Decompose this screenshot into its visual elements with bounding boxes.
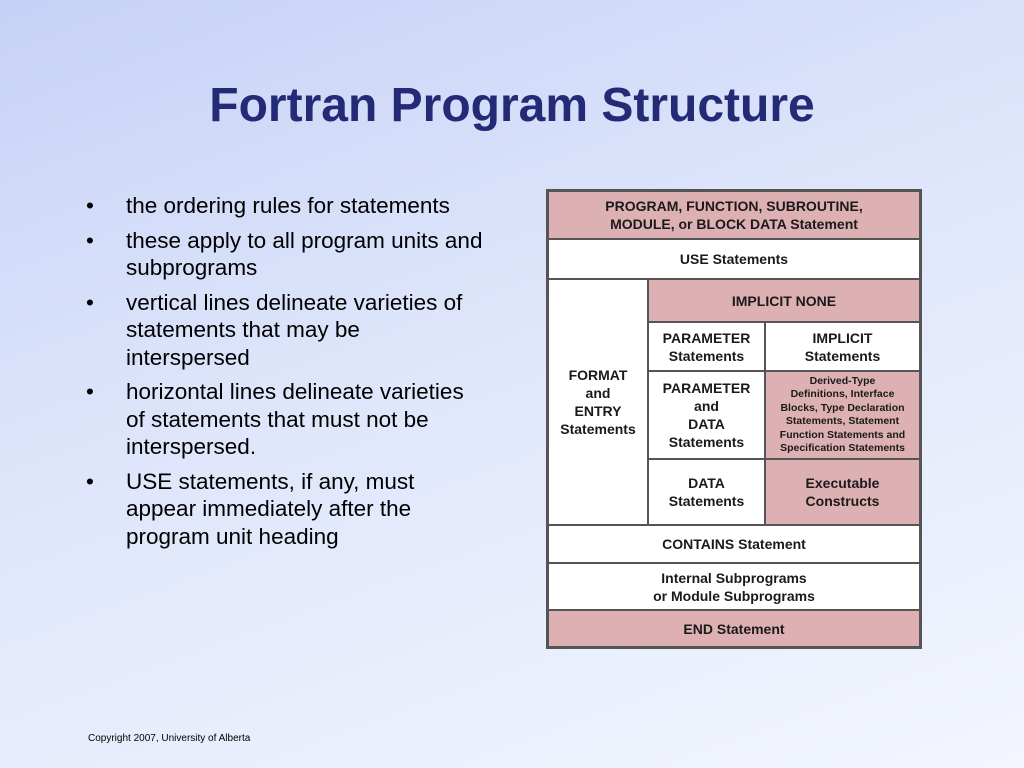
bullet-text: the ordering rules for statements bbox=[126, 193, 450, 218]
executable-constructs-cell: Executable Constructs bbox=[765, 459, 920, 525]
bullet-text: these apply to all program units and subprograms bbox=[126, 227, 483, 280]
program-structure-diagram bbox=[546, 189, 922, 649]
slide-title: Fortran Program Structure bbox=[209, 79, 815, 132]
bullet-dot: • bbox=[86, 289, 94, 315]
bullet-dot: • bbox=[86, 227, 94, 253]
bullet-dot: • bbox=[86, 379, 94, 404]
internal-subprograms-cell: Internal Subprograms or Module Subprograms bbox=[548, 563, 920, 610]
parameter-data-cell: PARAMETER and DATA Statements bbox=[648, 371, 765, 459]
specification-statements-cell: Derived-Type Definitions, Interface Blocks, Type Declaration Statements, Statement Function Statements and Specification Statements bbox=[765, 371, 920, 459]
bullet-dot: • bbox=[86, 193, 94, 218]
format-entry-cell: FORMAT and ENTRY Statements bbox=[548, 279, 648, 525]
bullet-item bbox=[86, 227, 486, 282]
parameter-statements-cell: PARAMETER Statements bbox=[648, 322, 765, 371]
implicit-statements-cell: IMPLICIT Statements bbox=[765, 322, 920, 371]
bullet-text: horizontal lines delineate varieties of statements that must not be interspersed. bbox=[126, 379, 464, 459]
implicit-none-cell: IMPLICIT NONE bbox=[648, 279, 920, 322]
bullet-item bbox=[86, 289, 486, 372]
use-statements-cell: USE Statements bbox=[548, 239, 920, 279]
end-statement-cell: END Statement bbox=[548, 610, 920, 647]
data-statements-cell: DATA Statements bbox=[648, 459, 765, 525]
bullet-item bbox=[86, 468, 486, 551]
bullet-item bbox=[86, 378, 486, 461]
copyright-footer: Copyright 2007, University of Alberta bbox=[88, 733, 251, 744]
bullet-list bbox=[86, 192, 486, 557]
bullet-text: USE statements, if any, must appear immediately after the program unit heading bbox=[126, 468, 415, 549]
program-unit-heading-cell: PROGRAM, FUNCTION, SUBROUTINE, MODULE, or BLOCK DATA Statement bbox=[548, 191, 920, 239]
bullet-text: vertical lines delineate varieties of statements that may be interspersed bbox=[126, 289, 463, 370]
bullet-dot: • bbox=[86, 468, 94, 494]
contains-statement-cell: CONTAINS Statement bbox=[548, 525, 920, 563]
bullet-item bbox=[86, 192, 486, 220]
